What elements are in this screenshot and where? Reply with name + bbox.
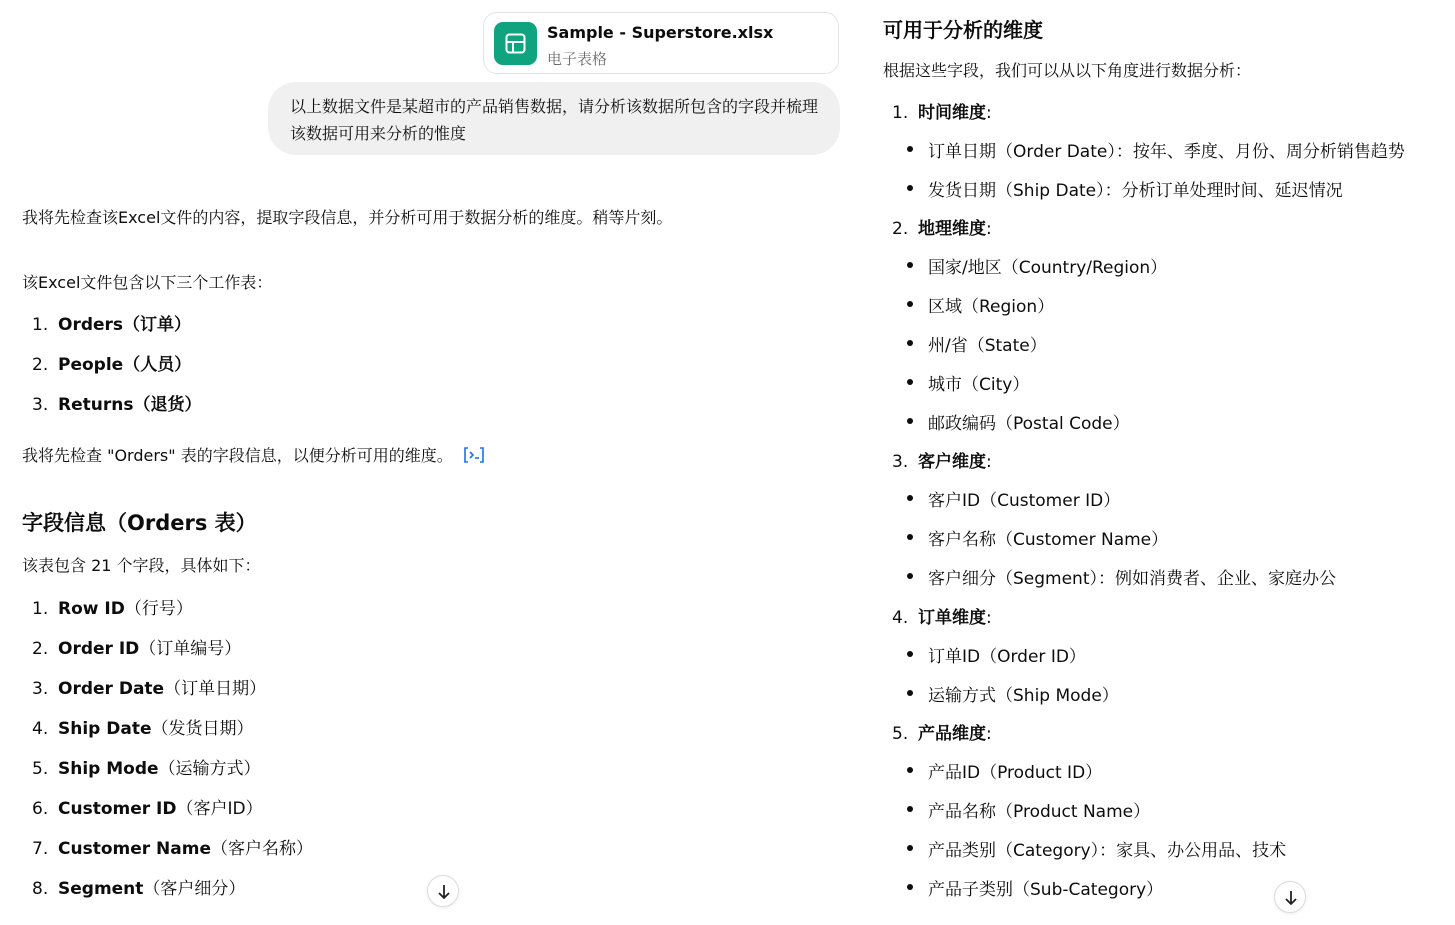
list-item: 4. 订单维度: xyxy=(892,608,992,628)
dimensions-intro: 根据这些字段，我们可以从以下角度进行数据分析： xyxy=(883,61,1252,80)
scroll-down-button[interactable] xyxy=(1274,881,1306,913)
bullet-item: 订单日期（Order Date）：按年、季度、月份、周分析销售趋势 xyxy=(928,137,1405,162)
bullet-item: 城市（City） xyxy=(928,370,1029,395)
bullet-item: 产品类别（Category）：家具、办公用品、技术 xyxy=(928,836,1286,861)
bullet-item: 客户ID（Customer ID） xyxy=(928,486,1120,511)
list-item: 3. Order Date（订单日期） xyxy=(32,679,267,699)
list-item: 7. Customer Name（客户名称） xyxy=(32,839,313,859)
bullet-item: 运输方式（Ship Mode） xyxy=(928,681,1119,706)
sheets-intro: 该Excel文件包含以下三个工作表： xyxy=(22,273,273,292)
list-item: 5. 产品维度: xyxy=(892,724,992,744)
bullet-item: 产品子类别（Sub-Category） xyxy=(928,875,1163,900)
attachment-file-name: Sample - Superstore.xlsx xyxy=(547,23,774,42)
check-orders-text: 我将先检查 "Orders" 表的字段信息，以便分析可用的维度。 xyxy=(22,443,485,468)
list-item: 1. Orders（订单） xyxy=(32,315,192,335)
bullet-item: 产品ID（Product ID） xyxy=(928,758,1102,783)
attachment-file-type: 电子表格 xyxy=(547,50,608,68)
attachment-card[interactable] xyxy=(483,12,839,74)
fields-heading: 字段信息（Orders 表） xyxy=(22,511,257,535)
list-item: 3. Returns（退货） xyxy=(32,395,202,415)
list-item: 2. 地理维度: xyxy=(892,219,992,239)
list-item: 1. Row ID（行号） xyxy=(32,599,193,619)
list-item: 3. 客户维度: xyxy=(892,452,992,472)
fields-intro: 该表包含 21 个字段，具体如下： xyxy=(22,556,261,575)
list-item: 8. Segment（客户细分） xyxy=(32,879,246,899)
bullet-item: 邮政编码（Postal Code） xyxy=(928,409,1130,434)
list-item: 2. People（人员） xyxy=(32,355,192,375)
bullet-item: 州/省（State） xyxy=(928,331,1047,356)
list-item: 4. Ship Date（发货日期） xyxy=(32,719,254,739)
chat-panel-right xyxy=(862,0,1455,925)
view-analysis-icon[interactable] xyxy=(463,446,485,468)
bullet-item: 国家/地区（Country/Region） xyxy=(928,253,1167,278)
bullet-item: 客户细分（Segment）：例如消费者、企业、家庭办公 xyxy=(928,564,1336,589)
bullet-item: 发货日期（Ship Date）：分析订单处理时间、延迟情况 xyxy=(928,176,1343,201)
bullet-item: 产品名称（Product Name） xyxy=(928,797,1150,822)
list-item: 5. Ship Mode（运输方式） xyxy=(32,759,261,779)
dimensions-title: 可用于分析的维度 xyxy=(883,18,1043,42)
bullet-item: 客户名称（Customer Name） xyxy=(928,525,1168,550)
bullet-item: 订单ID（Order ID） xyxy=(928,642,1086,667)
user-message: 以上数据文件是某超市的产品销售数据，请分析该数据所包含的字段并梳理该数据可用来分析的惟度 xyxy=(268,82,840,155)
list-item: 6. Customer ID（客户ID） xyxy=(32,799,263,819)
bullet-item: 区域（Region） xyxy=(928,292,1054,317)
list-item: 1. 时间维度: xyxy=(892,103,992,123)
spreadsheet-icon xyxy=(494,22,537,65)
scroll-down-button[interactable] xyxy=(427,875,459,907)
list-item: 2. Order ID（订单编号） xyxy=(32,639,242,659)
assistant-intro: 我将先检查该Excel文件的内容，提取字段信息，并分析可用于数据分析的维度。稍等片刻。 xyxy=(22,208,673,227)
